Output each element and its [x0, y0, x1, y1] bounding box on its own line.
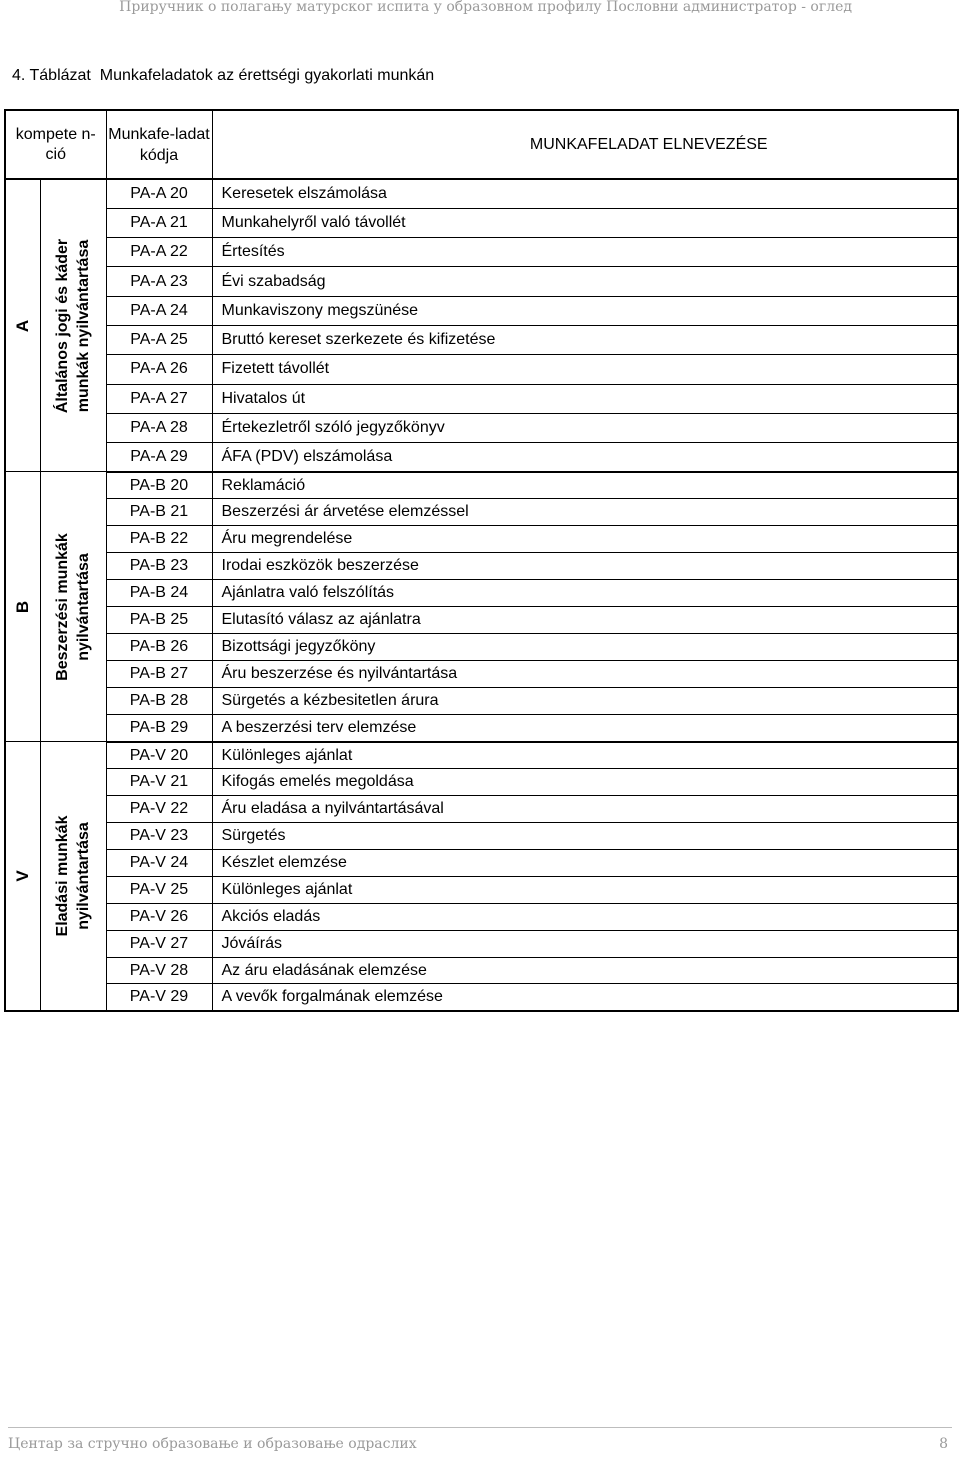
table-row [5, 823, 958, 850]
task-code: PA-A 29 [106, 443, 212, 472]
competence-area-line: Beszerzési munkák [54, 533, 71, 681]
competence-letter: B [12, 600, 32, 614]
task-name: A vevők forgalmának elemzése [212, 984, 958, 1011]
task-code: PA-B 28 [106, 688, 212, 715]
task-code: PA-A 27 [106, 384, 212, 413]
task-name: Ajánlatra való felszólítás [212, 580, 958, 607]
task-code: PA-A 24 [106, 296, 212, 325]
table-row [5, 179, 958, 208]
running-footer [8, 1427, 952, 1452]
competence-area-cell [40, 742, 106, 1011]
table-row [5, 715, 958, 742]
header-task-name [212, 110, 958, 179]
task-code: PA-A 21 [106, 208, 212, 237]
task-name: Bizottsági jegyzőköny [212, 634, 958, 661]
task-name: Fizetett távollét [212, 355, 958, 384]
task-name: Keresetek elszámolása [212, 179, 958, 208]
table-row [5, 325, 958, 354]
task-name: Értekezletről szóló jegyzőkönyv [212, 413, 958, 442]
task-code: PA-B 26 [106, 634, 212, 661]
competence-area-cell [40, 472, 106, 742]
competence-area-line: munkák nyilvántartása [75, 239, 92, 412]
table-row [5, 769, 958, 796]
running-header: Приручник о полагању матурског испита у образовном профилу Пословни администратор - оглед [119, 0, 852, 15]
task-name: Munkaviszony megszünése [212, 296, 958, 325]
task-name: Reklamáció [212, 472, 958, 499]
competence-letter-cell [5, 179, 40, 472]
competence-area [52, 533, 94, 681]
task-name: Bruttó kereset szerkezete és kifizetése [212, 325, 958, 354]
table-row [5, 984, 958, 1011]
task-name: Irodai eszközök beszerzése [212, 553, 958, 580]
competence-area-line: Általános jogi és káder [54, 238, 71, 413]
task-name: Az áru eladásának elemzése [212, 957, 958, 984]
task-code: PA-V 24 [106, 850, 212, 877]
task-table [4, 109, 959, 1012]
competence-area-line: nyilvántartása [75, 553, 92, 661]
task-name: Elutasító válasz az ajánlatra [212, 607, 958, 634]
competence-area-cell [40, 179, 106, 472]
table-row [5, 526, 958, 553]
task-name: Sürgetés a kézbesitetlen árura [212, 688, 958, 715]
table-row [5, 903, 958, 930]
task-code: PA-V 20 [106, 742, 212, 769]
table-row [5, 384, 958, 413]
table-row [5, 355, 958, 384]
task-code: PA-A 23 [106, 267, 212, 296]
table-row [5, 443, 958, 472]
competence-area [52, 816, 94, 937]
competence-area-line: Eladási munkák [54, 815, 71, 937]
table-row [5, 553, 958, 580]
task-name: Kifogás emelés megoldása [212, 769, 958, 796]
task-code: PA-B 24 [106, 580, 212, 607]
task-name: Áru beszerzése és nyilvántartása [212, 661, 958, 688]
task-name: Különleges ajánlat [212, 876, 958, 903]
task-code: PA-B 25 [106, 607, 212, 634]
competence-letter: A [12, 319, 32, 332]
table-row [5, 413, 958, 442]
competence-letter-cell [5, 472, 40, 742]
task-code: PA-V 22 [106, 796, 212, 823]
table-row [5, 930, 958, 957]
table-header-row [5, 110, 958, 179]
task-code: PA-V 23 [106, 823, 212, 850]
table-row [5, 876, 958, 903]
task-code: PA-V 26 [106, 903, 212, 930]
table-row [5, 688, 958, 715]
task-name: Áru megrendelése [212, 526, 958, 553]
task-code: PA-B 21 [106, 499, 212, 526]
task-code: PA-A 25 [106, 325, 212, 354]
task-name: Akciós eladás [212, 903, 958, 930]
task-name: Évi szabadság [212, 267, 958, 296]
table-row [5, 607, 958, 634]
task-code: PA-A 28 [106, 413, 212, 442]
task-code: PA-A 20 [106, 179, 212, 208]
task-code: PA-V 25 [106, 876, 212, 903]
task-code: PA-B 22 [106, 526, 212, 553]
task-code: PA-B 29 [106, 715, 212, 742]
task-name: A beszerzési terv elemzése [212, 715, 958, 742]
task-name: Jóváírás [212, 930, 958, 957]
task-name: Sürgetés [212, 823, 958, 850]
task-code: PA-V 27 [106, 930, 212, 957]
task-code: PA-B 23 [106, 553, 212, 580]
page-number: 8 [939, 1436, 948, 1452]
task-name: Értesítés [212, 238, 958, 267]
table-row [5, 580, 958, 607]
table-row [5, 499, 958, 526]
table-row [5, 661, 958, 688]
task-name: Hivatalos út [212, 384, 958, 413]
header-task-name-text: MUNKAFELADAT ELNEVEZÉSE [529, 135, 768, 153]
table-row [5, 267, 958, 296]
task-code: PA-B 20 [106, 472, 212, 499]
task-code: PA-V 29 [106, 984, 212, 1011]
table-row [5, 472, 958, 499]
table-row [5, 742, 958, 769]
task-name: Különleges ajánlat [212, 742, 958, 769]
task-code: PA-A 26 [106, 355, 212, 384]
header-competence: kompete n-ció [5, 110, 106, 179]
table-row [5, 850, 958, 877]
competence-letter-cell [5, 742, 40, 1011]
table-body [5, 179, 958, 1011]
task-name: Beszerzési ár árvetése elemzéssel [212, 499, 958, 526]
task-code: PA-A 22 [106, 238, 212, 267]
task-code: PA-B 27 [106, 661, 212, 688]
task-name: Áru eladása a nyilvántartásával [212, 796, 958, 823]
task-name: Munkahelyről való távollét [212, 208, 958, 237]
task-code: PA-V 28 [106, 957, 212, 984]
table-row [5, 957, 958, 984]
task-name: ÁFA (PDV) elszámolása [212, 443, 958, 472]
table-row [5, 208, 958, 237]
competence-letter: V [12, 870, 32, 882]
footer-text: Центар за стручно образовање и образовање одраслих [8, 1436, 417, 1452]
task-name: Készlet elemzése [212, 850, 958, 877]
task-code: PA-V 21 [106, 769, 212, 796]
table-row [5, 296, 958, 325]
header-task-code: Munkafe-ladat kódja [106, 110, 212, 179]
table-caption: 4. Táblázat Munkafeladatok az érettségi gyakorlati munkán [12, 67, 435, 84]
competence-area [52, 239, 94, 413]
table-row [5, 238, 958, 267]
table-row [5, 634, 958, 661]
table-row [5, 796, 958, 823]
competence-area-line: nyilvántartása [75, 822, 92, 930]
